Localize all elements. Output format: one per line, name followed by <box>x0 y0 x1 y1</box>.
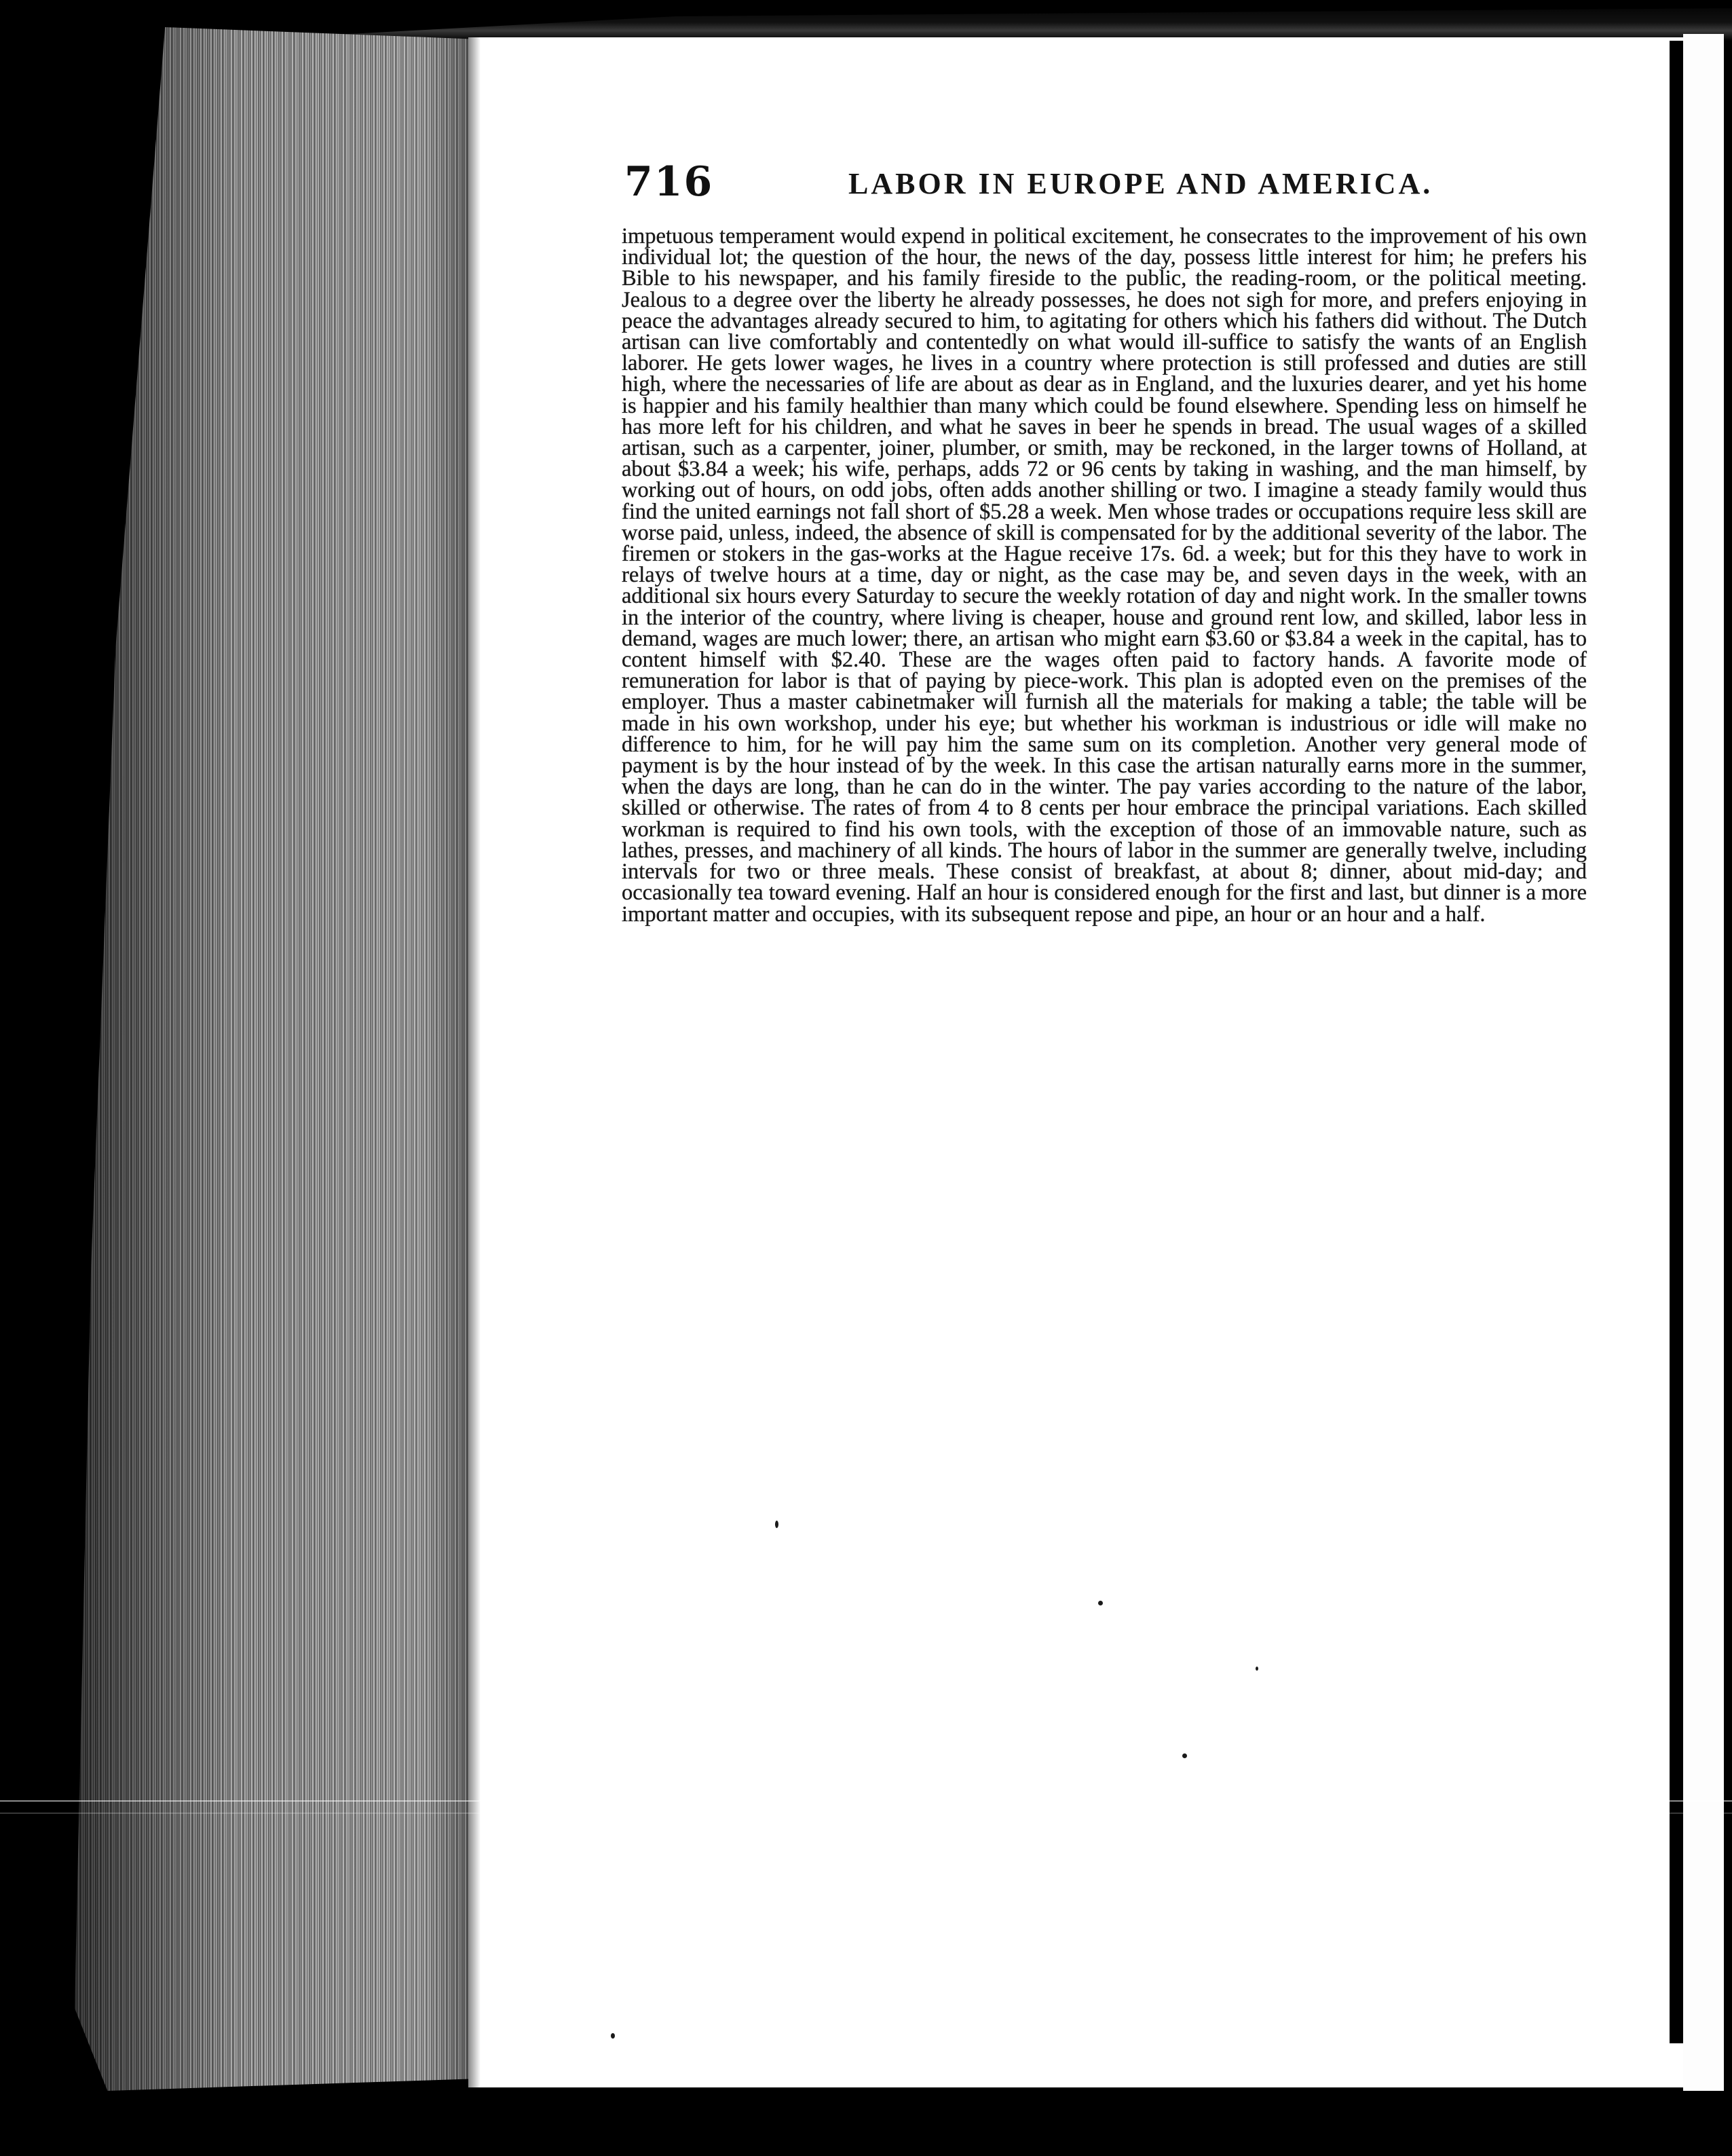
print-speck <box>1182 1753 1187 1758</box>
page-header <box>624 158 1622 212</box>
facing-page-edge <box>1683 34 1724 2091</box>
print-speck <box>611 2033 615 2039</box>
page-gutter-shadow <box>468 37 481 2087</box>
scan-artifact-line <box>0 1813 1732 1814</box>
right-gutter-shadow <box>1670 41 1683 2043</box>
body-paragraph: impetuous temperament would expend in political excitement, he consecrates to the improvement of his own individual lot; the question of the hour, the news of the day, possess little interest for him; he prefers his Bible to his newspaper, and his family fireside to the public, the reading-room, or the political meeting. Jealous to a degree over the liberty he already possesses, he does not sigh for more, and prefers enjoying in peace the advantages already secured to him, to agitating for others which his fathers did without. The Dutch artisan can live comfortably and contentedly on what would ill-suffice to satisfy the wants of an English laborer. He gets lower wages, he lives in a country where protection is still professed and duties are still high, where the necessaries of life are about as dear as in England, and the luxuries dearer, and yet his home is happier and his family healthier than many which could be found elsewhere. Spending less on himself he has more left for his children, and what he saves in beer he spends in bread. The usual wages of a skilled artisan, such as a carpenter, joiner, plumber, or smith, may be reckoned, in the larger towns of Holland, at about $3.84 a week; his wife, perhaps, adds 72 or 96 cents by taking in washing, and the man himself, by working out of hours, on odd jobs, often adds another shilling or two. I imagine a steady family would thus find the united earnings not fall short of $5.28 a week. Men whose trades or occupations require less skill are worse paid, unless, indeed, the absence of skill is compensated for by the additional severity of the labor. The firemen or stokers in the gas-works at the Hague receive 17s. 6d. a week; but for this they have to work in relays of twelve hours at a time, day or night, as the case may be, and seven days in the week, with an additional six hours every Saturday to secure the weekly rotation of day and night work. In the smaller towns in the interior of the country, where living is cheaper, house and ground rent low, and skilled, labor less in demand, wages are much lower; there, an artisan who might earn $3.60 or $3.84 a week in the capital, has to content himself with $2.40. These are the wages often paid to factory hands. A favorite mode of remuneration for labor is that of paying by piece-work. This plan is adopted even on the premises of the employer. Thus a master cabinetmaker will furnish all the materials for making a table; the table will be made in his own workshop, under his eye; but whether his workman is industrious or idle will make no difference to him, for he will pay him the same sum on its completion. Another very general mode of payment is by the hour instead of by the week. In this case the artisan naturally earns more in the summer, when the days are long, than he can do in the winter. The pay varies according to the nature of the labor, skilled or otherwise. The rates of from 4 to 8 cents per hour embrace the principal variations. Each skilled workman is required to find his own tools, with the exception of those of an immovable nature, such as lathes, presses, and machinery of all kinds. The hours of labor in the summer are generally twelve, including intervals for two or three meals. These consist of breakfast, at about 8; dinner, about mid-day; and occasionally tea toward evening. Half an hour is considered enough for the first and last, but dinner is a more important matter and occupies, with its subsequent repose and pipe, an hour or an hour and a half. <box>622 224 1587 927</box>
running-head: LABOR IN EUROPE AND AMERICA. <box>848 167 1433 200</box>
scan-artifact-line <box>0 1800 1732 1802</box>
book-page-edges <box>75 27 485 2091</box>
print-speck <box>775 1521 778 1528</box>
top-shadow-band <box>224 0 1732 41</box>
page-number: 716 <box>624 158 714 206</box>
book-page <box>468 37 1683 2087</box>
print-speck <box>1098 1601 1103 1605</box>
print-speck <box>1256 1667 1258 1671</box>
